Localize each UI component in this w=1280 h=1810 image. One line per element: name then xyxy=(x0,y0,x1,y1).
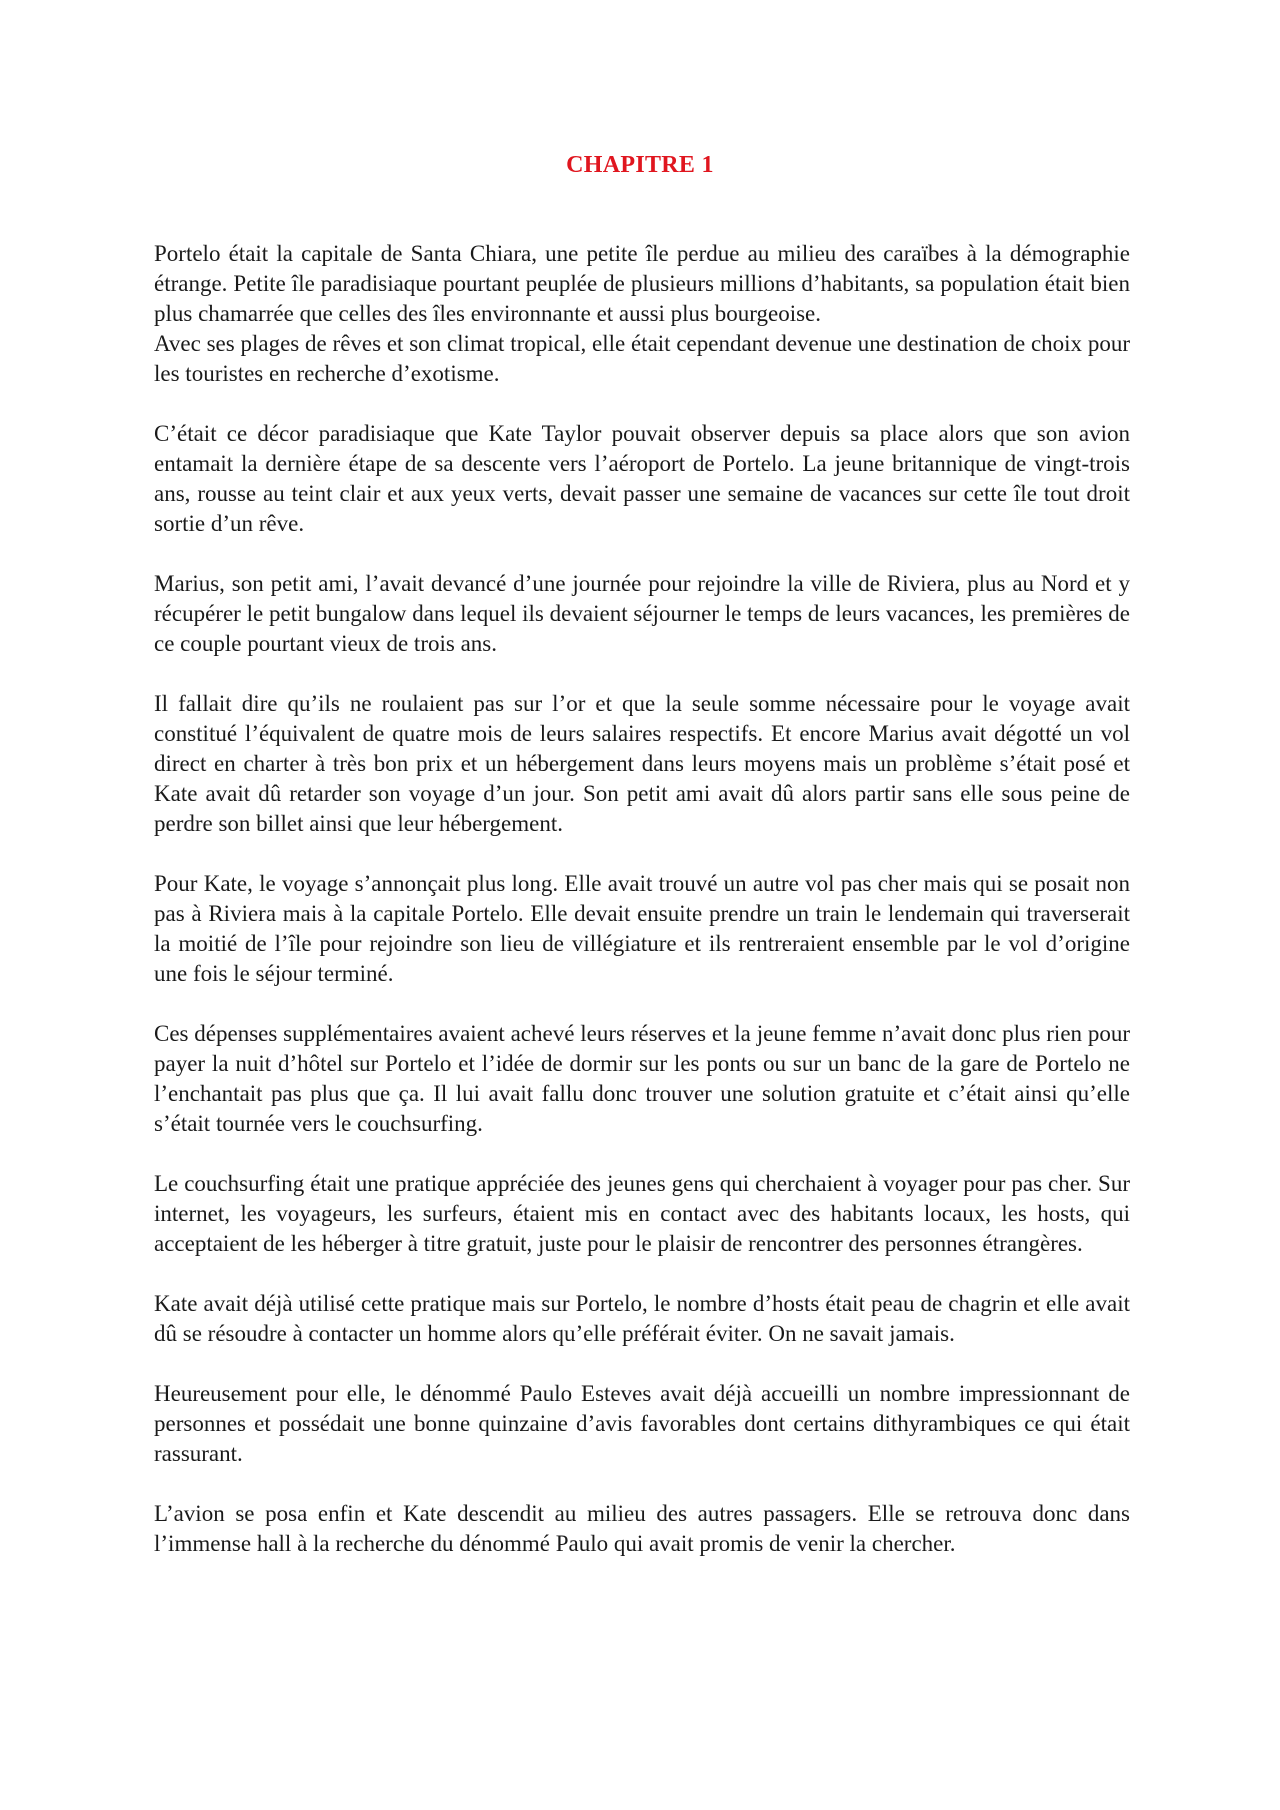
paragraph-9: Kate avait déjà utilisé cette pratique mais sur Portelo, le nombre d’hosts était peau de chagrin et elle avait dû se résoudre à contacter un homme alors qu’elle préférait éviter. On ne savait jamais. xyxy=(154,1291,1130,1346)
paragraph-2: Avec ses plages de rêves et son climat tropical, elle était cependant devenue une destination de choix pour les touristes en recherche d’exotisme. xyxy=(154,331,1130,386)
paragraph-3: C’était ce décor paradisiaque que Kate Taylor pouvait observer depuis sa place alors que son avion entamait la dernière étape de sa descente vers l’aéroport de Portelo. La jeune britannique de vingt-trois ans, rousse au teint clair et aux yeux verts, devait passer une semaine de vacances sur cette île tout droit sortie d’un rêve. xyxy=(154,421,1130,536)
chapter-body xyxy=(154,239,1130,1559)
paragraph-7: Ces dépenses supplémentaires avaient achevé leurs réserves et la jeune femme n’avait donc plus rien pour payer la nuit d’hôtel sur Portelo et l’idée de dormir sur les ponts ou sur un banc de la gare de Portelo ne l’enchantait pas plus que ça. Il lui avait fallu donc trouver une solution gratuite et c’était ainsi qu’elle s’était tournée vers le couchsurfing. xyxy=(154,1021,1130,1136)
paragraph-1: Portelo était la capitale de Santa Chiara, une petite île perdue au milieu des caraïbes à la démographie étrange. Petite île paradisiaque pourtant peuplée de plusieurs millions d’habitants, sa population était bien plus chamarrée que celles des îles environnante et aussi plus bourgeoise. xyxy=(154,241,1130,326)
paragraph-4: Marius, son petit ami, l’avait devancé d’une journée pour rejoindre la ville de Riviera, plus au Nord et y récupérer le petit bungalow dans lequel ils devaient séjourner le temps de leurs vacances, les premières de ce couple pourtant vieux de trois ans. xyxy=(154,571,1130,656)
paragraph-5: Il fallait dire qu’ils ne roulaient pas sur l’or et que la seule somme nécessaire pour le voyage avait constitué l’équivalent de quatre mois de leurs salaires respectifs. Et encore Marius avait dégotté un vol direct en charter à très bon prix et un hébergement dans leurs moyens mais un problème s’était posé et Kate avait dû retarder son voyage d’un jour. Son petit ami avait dû alors partir sans elle sous peine de perdre son billet ainsi que leur hébergement. xyxy=(154,691,1130,836)
paragraph-11: L’avion se posa enfin et Kate descendit au milieu des autres passagers. Elle se retrouva donc dans l’immense hall à la recherche du dénommé Paulo qui avait promis de venir la chercher. xyxy=(154,1501,1130,1556)
chapter-title: CHAPITRE 1 xyxy=(566,152,714,178)
paragraph-6: Pour Kate, le voyage s’annonçait plus long. Elle avait trouvé un autre vol pas cher mais qui se posait non pas à Riviera mais à la capitale Portelo. Elle devait ensuite prendre un train le lendemain qui traverserait la moitié de l’île pour rejoindre son lieu de villégiature et ils rentreraient ensemble par le vol d’origine une fois le séjour terminé. xyxy=(154,871,1130,986)
paragraph-8: Le couchsurfing était une pratique appréciée des jeunes gens qui cherchaient à voyager pour pas cher. Sur internet, les voyageurs, les surfeurs, étaient mis en contact avec des habitants locaux, les hosts, qui acceptaient de les héberger à titre gratuit, juste pour le plaisir de rencontrer des personnes étrangères. xyxy=(154,1171,1130,1256)
paragraph-10: Heureusement pour elle, le dénommé Paulo Esteves avait déjà accueilli un nombre impressionnant de personnes et possédait une bonne quinzaine d’avis favorables dont certains dithyrambiques ce qui était rassurant. xyxy=(154,1381,1130,1466)
